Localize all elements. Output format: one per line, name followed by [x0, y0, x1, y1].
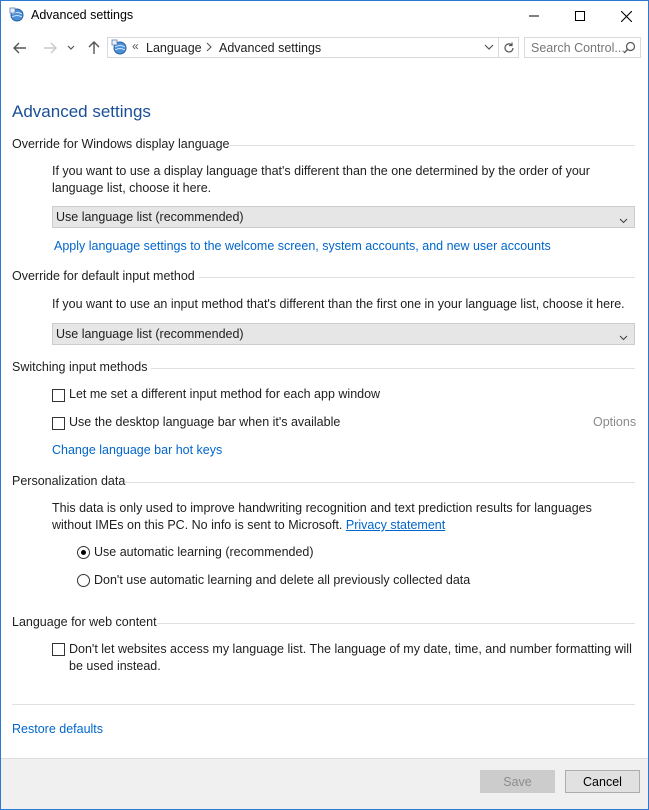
cancel-button[interactable]: Cancel — [565, 770, 640, 793]
change-hot-keys-link[interactable]: Change language bar hot keys — [52, 443, 223, 457]
close-button[interactable] — [603, 1, 649, 31]
language-bar-options-link[interactable]: Options — [593, 415, 637, 429]
up-button[interactable] — [85, 39, 103, 57]
refresh-button[interactable] — [499, 37, 519, 58]
input-method-dropdown[interactable] — [52, 323, 635, 345]
address-bar[interactable] — [107, 37, 499, 58]
web-language-list-checkbox[interactable] — [52, 643, 65, 656]
title-bar — [1, 1, 648, 31]
search-icon[interactable] — [623, 41, 636, 57]
language-bar-checkbox[interactable] — [52, 417, 65, 430]
section-heading-web-content: Language for web content — [12, 615, 157, 629]
breadcrumb-separator-icon — [206, 41, 212, 55]
apply-language-settings-link[interactable]: Apply language settings to the welcome screen, system accounts, and new user accounts — [54, 239, 551, 253]
minimize-button[interactable] — [511, 1, 557, 31]
control-panel-icon — [111, 39, 127, 55]
save-button[interactable]: Save — [480, 770, 555, 793]
divider — [12, 704, 635, 705]
automatic-learning-label[interactable]: Use automatic learning (recommended) — [94, 545, 314, 559]
no-automatic-learning-radio[interactable] — [77, 574, 90, 587]
chevron-down-icon — [619, 330, 628, 344]
input-method-selected: Use language list (recommended) — [56, 327, 244, 341]
section-divider — [125, 482, 635, 483]
section-divider — [157, 623, 635, 624]
window-title: Advanced settings — [31, 8, 134, 22]
page-title: Advanced settings — [12, 102, 151, 121]
section-divider — [229, 145, 635, 146]
personalization-description — [52, 500, 634, 534]
language-bar-label[interactable]: Use the desktop language bar when it's available — [69, 415, 341, 429]
section-heading-input-method: Override for default input method — [12, 269, 195, 283]
restore-defaults-link[interactable]: Restore defaults — [12, 722, 104, 736]
display-language-dropdown[interactable] — [52, 206, 635, 228]
footer — [1, 758, 648, 810]
search-input[interactable] — [524, 37, 641, 58]
search-placeholder: Search Control... — [531, 41, 625, 55]
per-app-input-checkbox[interactable] — [52, 389, 65, 402]
chevron-down-icon[interactable] — [484, 41, 494, 55]
display-language-description: If you want to use a display language that's different than the one determined by the order of your language list, choose it here. — [52, 164, 590, 195]
control-panel-icon — [9, 7, 25, 23]
breadcrumb-language[interactable]: Language — [146, 41, 202, 55]
privacy-statement-link[interactable]: Privacy statement — [345, 518, 446, 532]
section-heading-switching: Switching input methods — [12, 360, 148, 374]
section-divider — [151, 368, 635, 369]
forward-button[interactable] — [41, 39, 59, 57]
section-heading-personalization: Personalization data — [12, 474, 126, 488]
display-language-selected: Use language list (recommended) — [56, 210, 244, 224]
no-automatic-learning-label[interactable]: Don't use automatic learning and delete all previously collected data — [94, 573, 471, 587]
breadcrumb-advanced-settings[interactable]: Advanced settings — [219, 41, 322, 55]
personalization-description-text: This data is only used to improve handwriting recognition and text prediction results for languages without IMEs on this PC. No info is sent to Microsoft. — [52, 501, 592, 532]
per-app-input-label[interactable]: Let me set a different input method for each app window — [69, 387, 381, 401]
section-divider — [199, 277, 635, 278]
recent-locations-button[interactable] — [65, 39, 77, 57]
chevron-down-icon — [619, 213, 628, 227]
automatic-learning-radio[interactable] — [77, 546, 90, 559]
maximize-button[interactable] — [557, 1, 603, 31]
section-heading-display-language: Override for Windows display language — [12, 137, 230, 151]
breadcrumb-overflow[interactable]: « — [132, 39, 139, 53]
web-language-list-label[interactable]: Don't let websites access my language list. The language of my date, time, and number formatting will be used instead. — [69, 642, 632, 673]
input-method-description: If you want to use an input method that's different than the first one in your language list, choose it here. — [52, 297, 625, 311]
back-button[interactable] — [11, 39, 29, 57]
